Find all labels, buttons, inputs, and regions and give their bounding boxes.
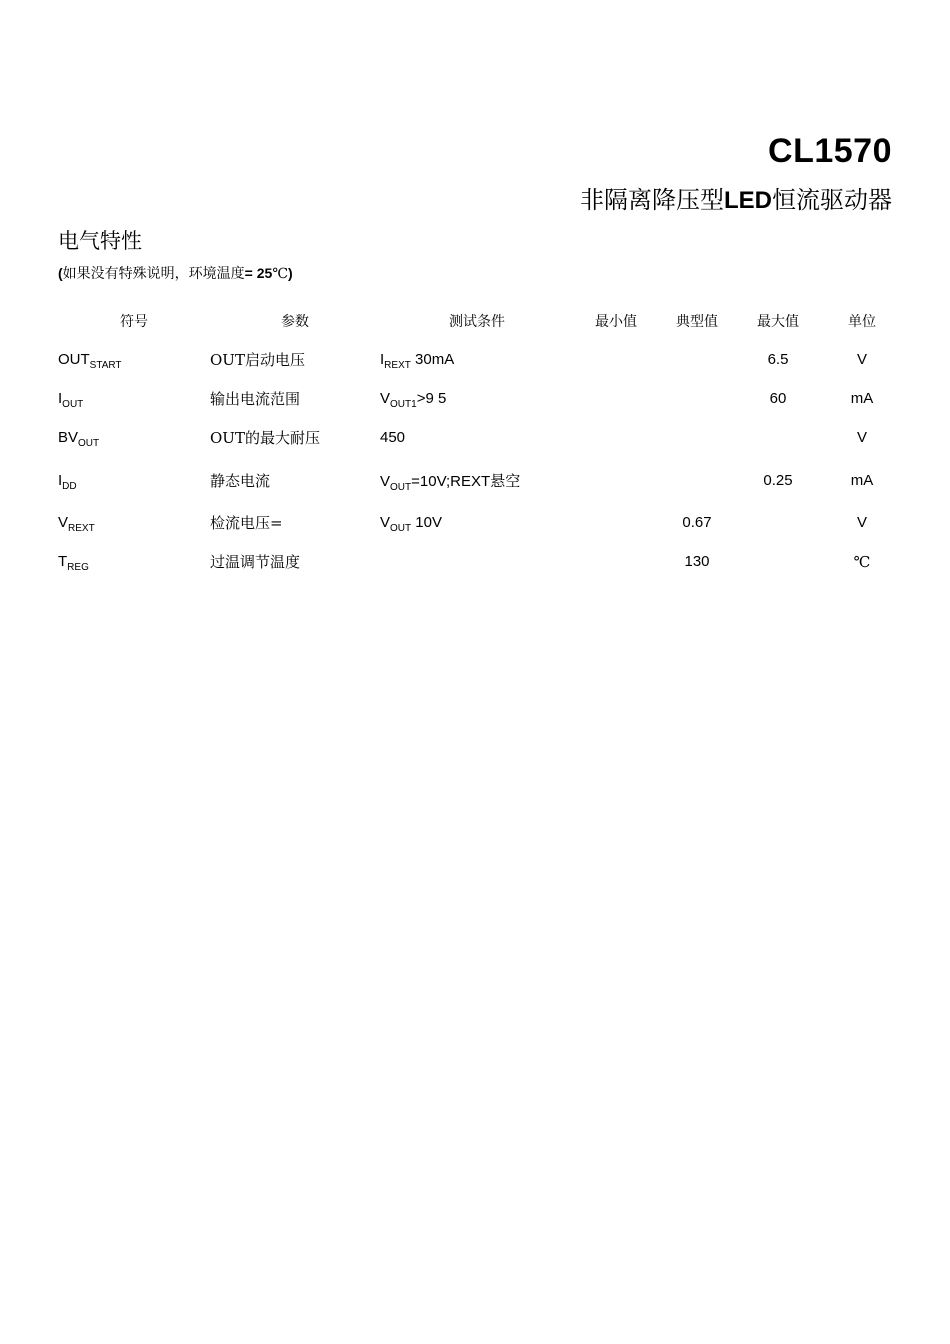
cell-parameter: OUT启动电压	[210, 351, 305, 369]
cell-condition	[380, 379, 574, 418]
header-unit: 单位	[848, 314, 876, 330]
cell-unit: V	[856, 429, 867, 446]
cond-main: 450	[380, 429, 406, 446]
cell-unit: V	[856, 514, 867, 531]
section-title: 电气特性	[58, 229, 142, 253]
symbol-main: BV	[58, 429, 79, 446]
cell-condition	[380, 457, 574, 503]
cell-typ	[658, 457, 736, 503]
cell-typ: 0.67	[682, 514, 712, 531]
cell-parameter: 输出电流范围	[210, 390, 301, 408]
cell-unit: ℃	[853, 552, 871, 571]
cell-symbol	[58, 503, 210, 542]
symbol-subscript: REG	[67, 562, 89, 573]
electrical-characteristics-table	[58, 302, 904, 581]
cell-parameter: 静态电流	[210, 471, 271, 490]
cell-unit: mA	[850, 471, 874, 489]
cell-condition	[380, 340, 574, 379]
subtitle-prefix: 非隔离降压型	[580, 186, 724, 214]
note-text: 如果没有特殊说明，环境温度	[62, 266, 245, 282]
symbol-subscript: OUT	[78, 438, 100, 449]
cell-max: 60	[769, 390, 787, 407]
note-value: = 25	[244, 265, 273, 281]
cond-main: V	[380, 514, 391, 531]
cell-symbol	[58, 379, 210, 418]
header-condition: 测试条件	[449, 314, 505, 330]
cell-condition	[380, 542, 574, 581]
cond-rest: 10V	[411, 514, 442, 531]
header-symbol: 符号	[120, 314, 148, 330]
cell-max: 0.25	[763, 471, 793, 489]
symbol-main: V	[58, 514, 69, 531]
table-row	[58, 379, 904, 418]
cell-min	[574, 379, 658, 418]
cell-min	[574, 457, 658, 503]
cond-main: I	[380, 351, 385, 368]
cell-parameter: 过温调节温度	[210, 553, 301, 571]
cell-max	[736, 418, 820, 457]
cond-subscript: REXT	[384, 360, 411, 371]
note-open-paren: (	[58, 265, 63, 281]
cell-typ	[658, 379, 736, 418]
cond-main: V	[380, 390, 391, 407]
cell-min	[574, 542, 658, 581]
cell-condition	[380, 503, 574, 542]
cond-rest: 30mA	[410, 351, 455, 368]
subtitle-suffix: 恒流驱动器	[772, 186, 892, 214]
header-min: 最小值	[595, 314, 637, 330]
cell-parameter: OUT的最大耐压	[210, 429, 320, 447]
cond-subscript: OUT	[390, 481, 412, 493]
table-header-row	[58, 302, 904, 340]
table-row	[58, 340, 904, 379]
cell-max	[736, 503, 820, 542]
symbol-subscript: OUT	[62, 399, 84, 410]
cell-symbol	[58, 340, 210, 379]
table-row	[58, 503, 904, 542]
cell-min	[574, 418, 658, 457]
cell-unit: mA	[850, 390, 874, 407]
cond-rest: >9 5	[416, 390, 447, 407]
symbol-subscript: START	[89, 360, 122, 371]
subtitle-led: LED	[724, 187, 772, 214]
part-number: CL1570	[768, 132, 892, 170]
header-max: 最大值	[757, 314, 799, 330]
cond-rest: =10V;REXT悬空	[411, 472, 521, 490]
conditions-note	[58, 263, 293, 283]
symbol-main: T	[58, 553, 68, 570]
table-row	[58, 542, 904, 581]
note-close-paren: )	[287, 265, 293, 281]
cell-typ: 130	[684, 553, 710, 570]
table-row	[58, 457, 904, 503]
cell-typ	[658, 418, 736, 457]
cell-symbol	[58, 457, 210, 503]
cell-symbol	[58, 418, 210, 457]
cell-condition	[380, 418, 574, 457]
header-parameter: 参数	[281, 314, 309, 330]
cond-subscript: OUT	[390, 523, 412, 534]
header-typ: 典型值	[676, 314, 718, 330]
cell-unit: V	[856, 351, 867, 368]
symbol-main: I	[58, 471, 63, 489]
cell-symbol	[58, 542, 210, 581]
cell-min	[574, 503, 658, 542]
symbol-main: OUT	[58, 351, 90, 368]
cond-main: V	[380, 472, 391, 490]
cell-max	[736, 542, 820, 581]
symbol-subscript: REXT	[68, 523, 95, 534]
cond-subscript: OUT1	[390, 399, 417, 410]
table-row	[58, 418, 904, 457]
cell-min	[574, 340, 658, 379]
symbol-subscript: DD	[62, 480, 77, 492]
cell-max: 6.5	[767, 351, 789, 368]
cell-parameter: 检流电压=	[210, 514, 283, 532]
note-unit: ℃	[272, 266, 288, 282]
symbol-main: I	[58, 390, 63, 407]
document-subtitle	[580, 180, 892, 215]
cell-typ	[658, 340, 736, 379]
